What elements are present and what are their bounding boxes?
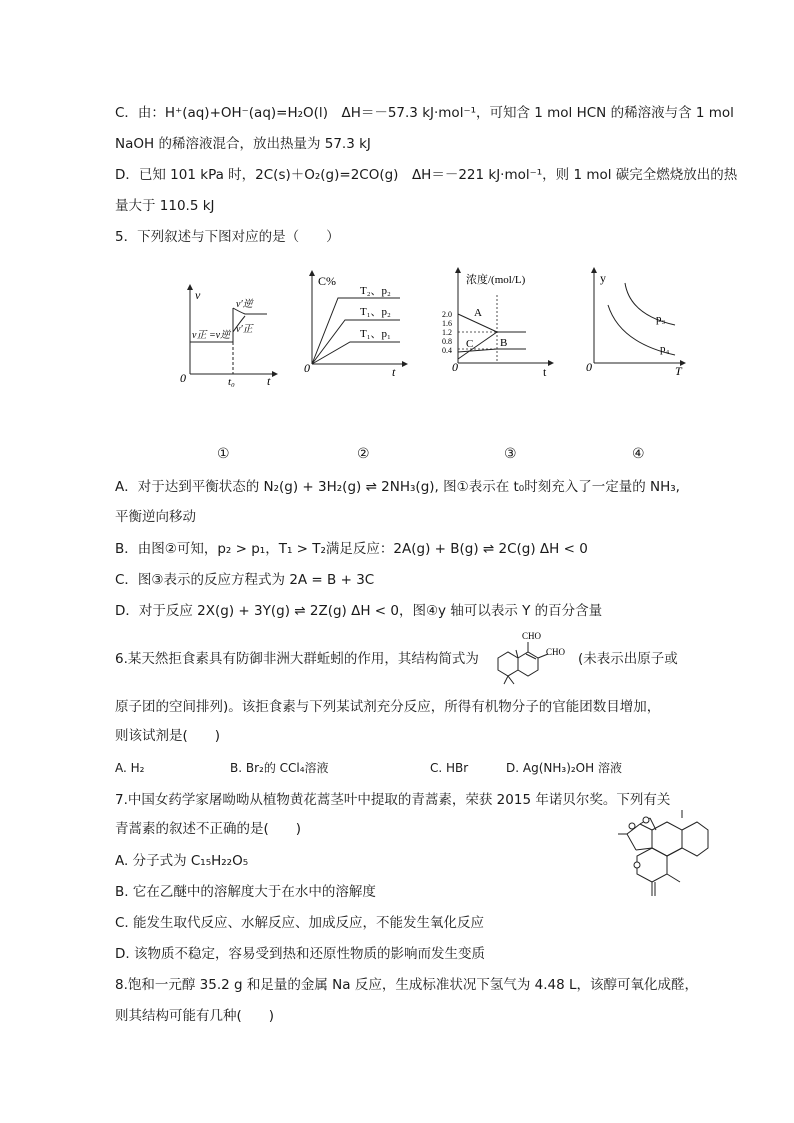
q7-option-b: B. 它在乙醚中的溶解度大于在水中的溶解度 [115,884,376,900]
structure-6 [488,628,574,690]
q6-line3: 则该试剂是( ) [115,728,221,744]
q7-line1: 7.中国女药学家屠呦呦从植物黄花蒿茎叶中提取的青蒿素，荣获 2015 年诺贝尔奖。下列有关 [115,792,671,808]
axis-t-label: t [392,365,396,378]
option-c-line2: NaOH 的稀溶液混合，放出热量为 57.3 kJ [115,136,371,152]
origin-label: 0 [304,361,310,375]
label-b: B [500,337,508,349]
origin-label: 0 [452,360,458,374]
q6-line1a: 6.某天然拒食素具有防御非洲大群蚯蚓的作用，其结构简式为 [115,651,479,667]
curve-label-1: T₂、p₂ [360,285,391,297]
tick-0.8: 0.8 [442,337,452,346]
q6-line2: 原子团的空间排列)。该拒食素与下列某试剂充分反应，所得有机物分子的官能团数目增加， [115,699,661,715]
axis-c-label: C% [318,274,336,288]
option-d-line2: 量大于 110.5 kJ [115,198,215,214]
tick-2.0: 2.0 [442,310,452,319]
curve-label-3: T₁、p₁ [360,328,391,340]
q8-line2: 则其结构可能有几种( ) [115,1008,275,1024]
t0-label: t₀ [228,376,235,388]
q5-option-a-line1: A．对于达到平衡状态的 N₂(g) + 3H₂(g) ⇌ 2NH₃(g), 图①表示在 t₀时刻充入了一定量的 NH₃, [115,479,680,495]
option-c-line1: C．由：H⁺(aq)+OH⁻(aq)=H₂O(l) ΔH＝－57.3 kJ·mol⁻¹，可知含 1 mol HCN 的稀溶液与含 1 mol [115,105,734,121]
v-rev-label: v′逆 [236,299,253,310]
axis-v-label: v [195,288,201,302]
curve-label-2: T₁、p₂ [360,306,391,318]
option-d-line1: D．已知 101 kPa 时，2C(s)＋O₂(g)=2CO(g) ΔH＝－221 kJ·mol⁻¹，则 1 mol 碳完全燃烧放出的热 [115,167,738,183]
cho-group-2: CHO [546,647,566,657]
q8-line1: 8.饱和一元醇 35.2 g 和足量的金属 Na 反应，生成标准状况下氢气为 4.48 L，该醇可氧化成醛， [115,977,698,993]
curve-p3-label: p₃ [656,313,666,325]
origin-label: 0 [586,360,592,374]
v-eq-label: v正 =v逆 [192,330,231,341]
q5-option-a-line2: 平衡逆向移动 [115,509,196,525]
question-5: 5．下列叙述与下图对应的是（ ） [115,229,340,245]
q6-option-a: A. H₂ [115,761,145,775]
axis-y-label: y [600,271,606,285]
q7-option-c: C. 能发生取代反应、水解反应、加成反应，不能发生氧化反应 [115,915,485,931]
label-a: A [474,307,482,319]
q5-option-d: D．对于反应 2X(g) + 3Y(g) ⇌ 2Z(g) ΔH < 0，图④y 轴可以表示 Y 的百分含量 [115,603,603,619]
tick-1.2: 1.2 [442,328,452,337]
q6-line1b: (未表示出原子或 [578,651,678,667]
axis-T-label: T [675,364,682,378]
axis-t-label: t [543,365,547,379]
graph-4 [580,265,690,380]
q5-option-c: C．图③表示的反应方程式为 2A = B + 3C [115,572,375,588]
label-c: C [466,338,474,350]
curve-p4-label: p₄ [660,343,670,355]
axis-conc-label: 浓度/(mol/L) [466,274,526,286]
graph-1 [170,282,280,392]
graph-4-number: ④ [632,446,645,462]
q6-option-b: B. Br₂的 CCl₄溶液 [230,761,329,775]
artemisinin-structure [612,810,712,906]
q7-option-a: A. 分子式为 C₁₅H₂₂O₅ [115,853,249,869]
tick-1.6: 1.6 [442,319,452,328]
graph-1-number: ① [217,446,230,462]
q6-option-d: D. Ag(NH₃)₂OH 溶液 [506,761,622,775]
q5-option-b: B．由图②可知，p₂ > p₁，T₁ > T₂满足反应：2A(g) + B(g) ⇌ 2C(g) ΔH < 0 [115,541,588,557]
graph-2 [300,268,410,378]
q7-option-d: D. 该物质不稳定，容易受到热和还原性物质的影响而发生变质 [115,946,485,962]
cho-group-1: CHO [522,631,542,641]
graph-2-number: ② [357,446,370,462]
origin-label: 0 [180,371,186,385]
q6-option-c: C. HBr [430,761,469,775]
axis-t-label: t [267,374,271,388]
v-fwd-label: v′正 [236,324,253,335]
graph-3 [440,265,560,380]
tick-0.4: 0.4 [442,346,452,355]
q7-line2: 青蒿素的叙述不正确的是( ) [115,821,302,837]
graph-3-number: ③ [504,446,517,462]
